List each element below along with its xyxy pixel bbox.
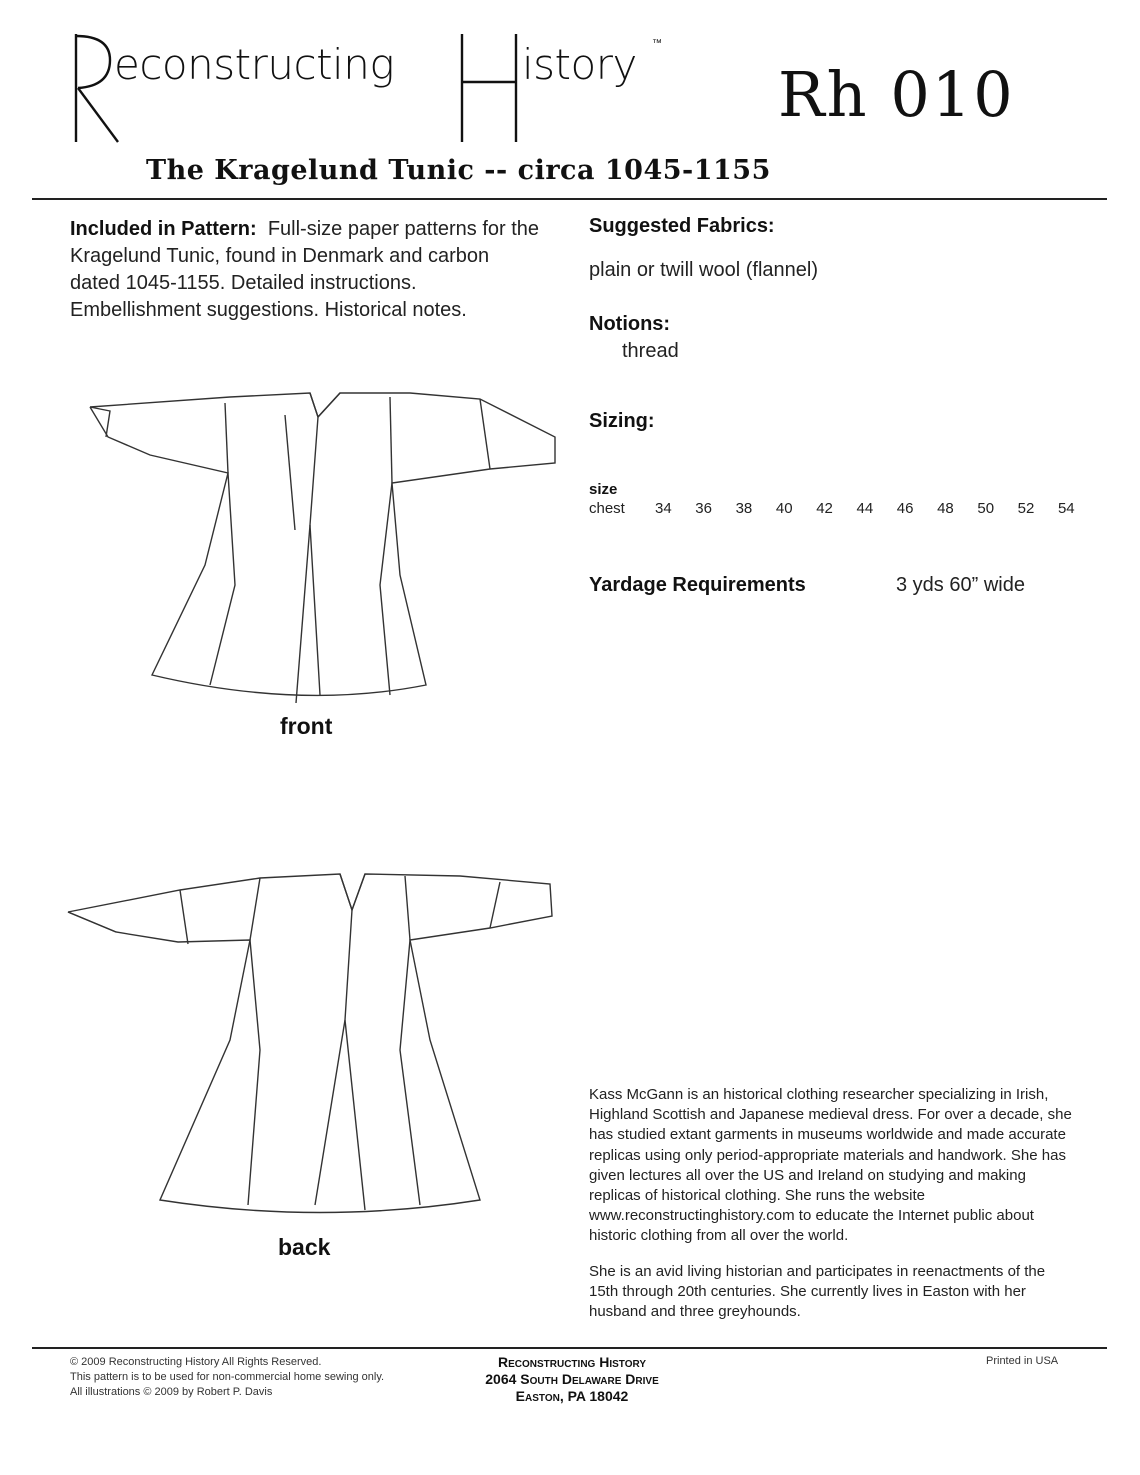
size-value: 40 bbox=[775, 500, 793, 517]
brand-h-glyph bbox=[454, 30, 524, 150]
brand-word-2: istory bbox=[522, 40, 637, 89]
trademark-symbol: ™ bbox=[652, 38, 662, 49]
notions-text: thread bbox=[622, 340, 679, 362]
copyright-line: © 2009 Reconstructing History All Rights Reserved. bbox=[70, 1356, 322, 1368]
illustrations-line: All illustrations © 2009 by Robert P. Davis bbox=[70, 1386, 273, 1398]
included-label: Included in Pattern: bbox=[70, 218, 257, 240]
footer-legal bbox=[70, 1355, 384, 1400]
size-value: 52 bbox=[1017, 500, 1035, 517]
bio-paragraph-2: She is an avid living historian and participates in reenactments of the 15th through 20th centuries. She currently lives in Easton with her husband and three greyhounds. bbox=[589, 1262, 1046, 1321]
size-value: 46 bbox=[896, 500, 914, 517]
back-caption: back bbox=[278, 1234, 331, 1260]
sizing-heading: Sizing: bbox=[589, 410, 655, 432]
footer-divider bbox=[32, 1347, 1107, 1349]
size-value: 42 bbox=[816, 500, 833, 517]
size-value: 50 bbox=[977, 500, 995, 517]
usage-line: This pattern is to be used for non-commercial home sewing only. bbox=[70, 1371, 385, 1383]
tunic-front-drawing bbox=[60, 385, 560, 710]
size-label: size bbox=[589, 481, 618, 498]
tunic-front-illustration bbox=[60, 385, 560, 739]
pattern-code: Rh 010 bbox=[778, 58, 1015, 131]
tunic-back-illustration bbox=[60, 870, 560, 1260]
author-bio bbox=[589, 1085, 1074, 1337]
notions-heading: Notions: bbox=[589, 313, 671, 335]
company-name: Reconstructing History bbox=[497, 1354, 646, 1370]
size-value: 54 bbox=[1057, 500, 1075, 517]
footer-address bbox=[452, 1354, 692, 1405]
size-value: 48 bbox=[937, 500, 954, 517]
size-value: 38 bbox=[735, 500, 753, 517]
fabrics-heading: Suggested Fabrics: bbox=[589, 215, 775, 237]
chest-label: chest bbox=[589, 500, 625, 517]
brand-logo bbox=[70, 30, 680, 150]
fabrics-text: plain or twill wool (flannel) bbox=[589, 259, 818, 281]
size-value: 36 bbox=[695, 500, 712, 517]
city-address: Easton, PA 18042 bbox=[515, 1388, 629, 1404]
included-text: Full-size paper patterns for the Kragelund Tunic, found in Denmark and carbon dated 1045-1155. Detailed instructions. Embellishment suggestions. Historical notes. bbox=[70, 218, 540, 321]
pattern-title: The Kragelund Tunic -- circa 1045-1155 bbox=[146, 155, 771, 186]
size-chart-row bbox=[589, 500, 1088, 517]
size-value: 34 bbox=[655, 500, 672, 517]
yardage-heading: Yardage Requirements bbox=[589, 574, 806, 596]
included-in-pattern bbox=[70, 216, 540, 324]
tunic-back-drawing bbox=[60, 870, 560, 1215]
yardage-value: 3 yds 60” wide bbox=[896, 574, 1025, 596]
street-address: 2064 South Delaware Drive bbox=[485, 1371, 659, 1387]
header-divider bbox=[32, 198, 1107, 200]
bio-paragraph-1: Kass McGann is an historical clothing researcher specializing in Irish, Highland Scottish and Japanese medieval dress. For over a decade, she has studied extant garments in museums worldwide and made accurate replicas using only period-appropriate materials and handwork. She has given lectures all over the US and Ireland on studying and making replicas of historical clothing. She runs the website www.reconstructinghistory.com to educate the Internet public about historic clothing from all over the world. bbox=[589, 1086, 1072, 1245]
front-caption: front bbox=[280, 713, 333, 739]
size-value: 44 bbox=[856, 500, 874, 517]
printed-in: Printed in USA bbox=[986, 1355, 1059, 1367]
brand-word-1: econstructing bbox=[114, 40, 395, 89]
